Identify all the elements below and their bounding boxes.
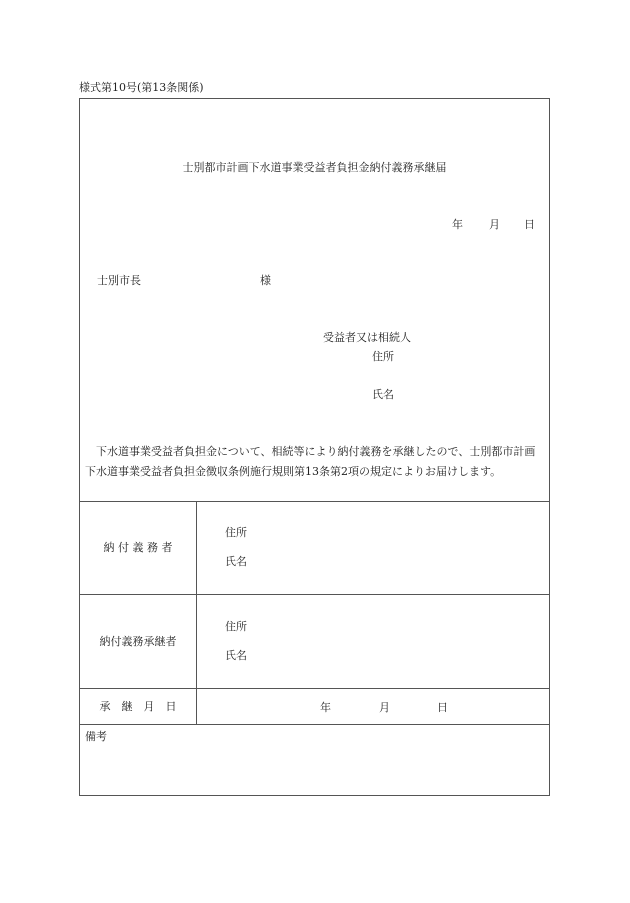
successor-name-label: 氏名: [225, 649, 247, 662]
table-row-divider-2: [80, 688, 549, 689]
table-column-divider: [196, 501, 197, 724]
addressee-name: 士別市長: [97, 274, 141, 287]
form-number: 様式第10号(第13条関係): [79, 81, 204, 94]
table-row-divider-1: [80, 594, 549, 595]
addressee-honorific: 様: [260, 274, 271, 287]
applicant-address-label: 住所: [372, 350, 394, 363]
obligor-name-label: 氏名: [225, 555, 247, 568]
applicant-label: 受益者又は相続人: [323, 331, 411, 344]
succession-month-label: 月: [379, 701, 390, 714]
declaration-text: 下水道事業受益者負担金について、相続等により納付義務を承継したので、士別都市計画下水道事業受益者負担金徴収条例施行規則第13条第2項の規定によりお届けします。: [85, 445, 536, 478]
succession-year-label: 年: [320, 701, 331, 714]
table-top-line: [80, 501, 549, 502]
successor-address-label: 住所: [225, 620, 247, 633]
form-frame: [79, 98, 550, 796]
applicant-name-label: 氏名: [372, 388, 394, 401]
obligor-label: 納 付 義 務 者: [103, 541, 173, 554]
successor-label: 納付義務承継者: [99, 635, 177, 648]
succession-day-label: 日: [437, 701, 448, 714]
table-bottom-line: [80, 724, 549, 725]
remarks-label: 備考: [85, 730, 107, 743]
date-month-label: 月: [489, 218, 500, 231]
form-title: 士別都市計画下水道事業受益者負担金納付義務承継届: [182, 161, 447, 174]
obligor-address-label: 住所: [225, 526, 247, 539]
date-day-label: 日: [524, 218, 535, 231]
succession-date-label: 承 継 月 日: [99, 700, 177, 713]
date-year-label: 年: [452, 218, 463, 231]
